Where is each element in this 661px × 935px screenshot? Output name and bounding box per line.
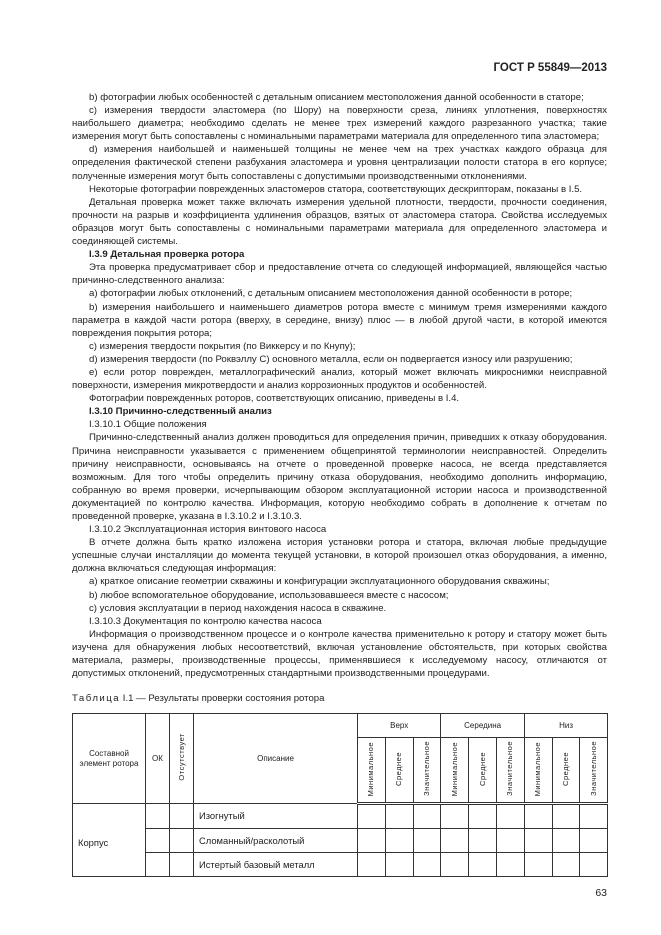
level-cell <box>469 853 497 877</box>
level-cell <box>552 853 580 877</box>
level-cell <box>441 853 469 877</box>
col-absent <box>170 714 194 804</box>
group-top: Верх <box>358 714 441 738</box>
level-cell <box>524 804 552 829</box>
col-level <box>358 738 386 804</box>
level-cell <box>358 853 386 877</box>
group-middle: Середина <box>441 714 524 738</box>
description-cell: Истертый базовый металл <box>194 853 358 877</box>
col-level-label: Среднее <box>561 751 571 786</box>
paragraph: a) фотографии любых отклонений, с детальным описанием местоположения данной особенности в роторе; <box>89 288 573 300</box>
paragraph: b) любое вспомогательное оборудование, использовавшееся вместе с насосом; <box>89 589 449 601</box>
paragraph: d) измерения твердости (по Роквэллу С) основного металла, если он подвергается износу или разрушению; <box>89 353 573 365</box>
level-cell <box>552 829 580 853</box>
paragraph: e) если ротор поврежден, металлографический анализ, который может включать микроснимки неисправной поверхности, измерения микротвердости и анализ коррозионных продуктов и особенностей. <box>72 366 607 392</box>
ok-cell <box>146 804 170 829</box>
level-cell <box>552 804 580 829</box>
paragraph: I.3.10.3 Документация по контролю качества насоса <box>89 615 322 627</box>
table-row <box>73 829 608 853</box>
body-text <box>72 91 607 680</box>
table-row <box>73 853 608 877</box>
level-cell <box>413 804 441 829</box>
level-cell <box>497 804 525 829</box>
absent-cell <box>170 829 194 853</box>
col-level <box>552 738 580 804</box>
level-cell <box>580 853 608 877</box>
table-row <box>73 804 608 829</box>
level-cell <box>497 853 525 877</box>
col-level-label: Значительное <box>588 741 598 797</box>
paragraph: Эта проверка предусматривает сбор и предоставление отчета со следующей информацией, являющейся частью причинно-следственного анализа: <box>72 262 607 287</box>
col-level <box>469 738 497 804</box>
component-cell: Корпус <box>73 804 146 877</box>
col-level <box>385 738 413 804</box>
col-level-label: Минимальное <box>533 741 543 796</box>
paragraph: Причинно-следственный анализ должен проводиться для определения причин, приведших к отказу оборудования. Причина неисправности указывается с применением общепринятой терминологии неисправностей. Определить причину неисправности, основываясь на отчете о проведенной проверке насоса, не всегда представляется возможным. Для того чтобы определить причину отказа оборудования, необходимо дополнить информацию, собранную во время проверки, исчерпывающим обзором эксплуатационной истории насоса и производственной документацией по контролю качества. Информация, которую необходимо собрать в дополнение к отчетам по проведенной проверке, указана в I.3.10.2 и I.3.10.3. <box>72 432 607 522</box>
paragraph: b) измерения наибольшего и наименьшего диаметров ротора вместе с минимум тремя измерениями каждого параметра в каждой части ротора (вверху, в середине, внизу) плюс — в любой другой части, в которой имеются повреждения покрытия ротора; <box>72 301 607 339</box>
paragraph: Информация о производственном процессе и о контроле качества применительно к ротору и статору может быть изучена для обнаружения любых несоответствий, включая установление обстоятельств, при которых свойства материала, размеры, производственные процессы, применявшиеся к исследуемому насосу, отличаются от допустимых отклонений, предусмотренных стандартными производственными процедурами. <box>72 628 607 680</box>
section-heading: I.3.10 Причинно-следственный анализ <box>89 406 272 418</box>
col-level-label: Минимальное <box>366 741 376 796</box>
level-cell <box>580 804 608 829</box>
ok-cell <box>146 829 170 853</box>
col-component: Составной элемент ротора <box>73 714 146 804</box>
col-level <box>441 738 469 804</box>
caption-label: Таблица <box>72 693 121 705</box>
paragraph: Фотографии поврежденных роторов, соответствующих описанию, приведены в I.4. <box>89 393 460 405</box>
col-level <box>413 738 441 804</box>
col-description: Описание <box>194 714 358 804</box>
col-level-label: Среднее <box>477 751 487 786</box>
col-level-label: Значительное <box>505 741 515 797</box>
col-absent-label: Отсутствует <box>176 733 186 781</box>
absent-cell <box>170 804 194 829</box>
paragraph: b) фотографии любых особенностей с детальным описанием местоположения данной особенности в статоре; <box>89 92 584 103</box>
paragraph: c) измерения твердости покрытия (по Виккерсу и по Кнупу); <box>89 340 356 352</box>
col-level-label: Среднее <box>394 751 404 786</box>
paragraph: I.3.10.2 Эксплуатационная история винтового насоса <box>89 524 327 536</box>
paragraph: В отчете должна быть кратко изложена история установки ротора и статора, включая любые предыдущие успешные случаи инсталляции до момента текущей установки, в которой произошел отказ оборудования, а именно, должна включаться следующая информация: <box>72 537 607 575</box>
level-cell <box>441 829 469 853</box>
level-cell <box>385 829 413 853</box>
description-cell: Изогнутый <box>194 804 358 829</box>
level-cell <box>580 829 608 853</box>
col-ok: ОК <box>146 714 170 804</box>
group-bottom: Низ <box>524 714 607 738</box>
description-cell: Сломанный/расколотый <box>194 829 358 853</box>
rotor-inspection-table <box>72 713 608 877</box>
col-level <box>580 738 608 804</box>
paragraph: c) измерения твердости эластомера (по Шору) на поверхности среза, линиях уплотнения, поверхностях наибольшего диаметра; необходимо сделать не менее трех измерений каждого разрезанного участка; такие измерения могут быть сопоставлены с номинальными параметрами материала для определенного типа эластомера; <box>72 105 607 143</box>
absent-cell <box>170 853 194 877</box>
level-cell <box>413 853 441 877</box>
paragraph: d) измерения наибольшей и наименьшей толщины не менее чем на трех участках каждого образца для определения фактической степени разбухания эластомера и уровня централизации полости статора в его корпусе; полученные измерения могут быть сопоставлены с допустимыми производственными отклонениями. <box>72 144 607 182</box>
col-level-label: Значительное <box>422 741 431 797</box>
level-cell <box>441 804 469 829</box>
col-level <box>524 738 552 804</box>
level-cell <box>358 804 386 829</box>
paragraph: I.3.10.1 Общие положения <box>89 419 207 431</box>
section-heading: I.3.9 Детальная проверка ротора <box>89 249 245 261</box>
page-number: 63 <box>595 887 607 900</box>
paragraph: a) краткое описание геометрии скважины и конфигурации эксплуатационного оборудования скважины; <box>89 576 550 588</box>
col-level-label: Минимальное <box>449 741 459 796</box>
level-cell <box>385 853 413 877</box>
level-cell <box>469 804 497 829</box>
paragraph: Некоторые фотографии поврежденных эластомеров статора, соответствующих дескрипторам, показаны в I.5. <box>89 183 583 195</box>
level-cell <box>497 829 525 853</box>
level-cell <box>524 853 552 877</box>
level-cell <box>358 829 386 853</box>
col-level <box>497 738 525 804</box>
caption-text: I.1 — Результаты проверки состояния ротора <box>120 693 325 705</box>
level-cell <box>413 829 441 853</box>
level-cell <box>469 829 497 853</box>
paragraph: c) условия эксплуатации в период нахождения насоса в скважине. <box>89 602 387 614</box>
level-cell <box>385 804 413 829</box>
paragraph: Детальная проверка может также включать измерения удельной плотности, твердости, прочности соединения, прочности на разрыв и коэффициента удлинения образцов, взятых от эластомера статора. Свойства исследуемых образцов могут быть сопоставлены с номинальными параметрами материала для определенного эластомера и соединяющей системы. <box>72 196 607 248</box>
level-cell <box>524 829 552 853</box>
ok-cell <box>146 853 170 877</box>
table-caption <box>72 692 607 705</box>
standard-header: ГОСТ Р 55849—2013 <box>493 62 607 74</box>
